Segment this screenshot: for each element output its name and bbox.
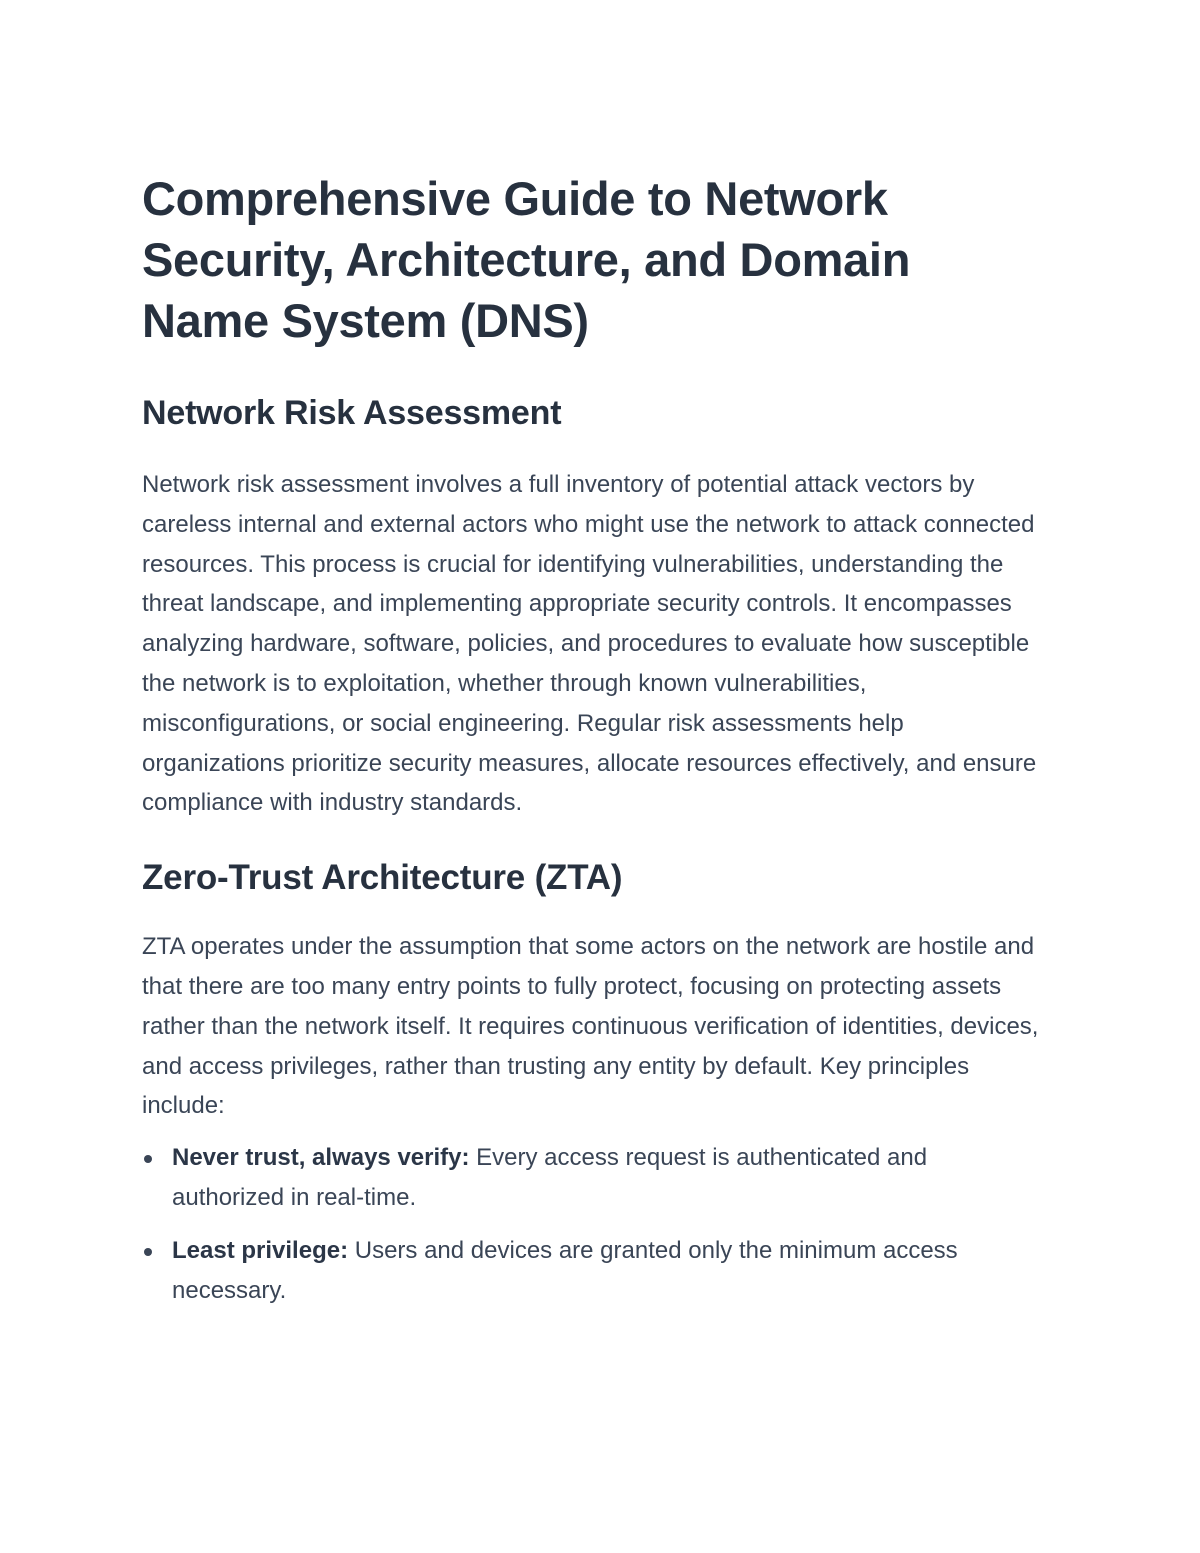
document-title: Comprehensive Guide to Network Security, Architecture, and Domain Name System (DNS): [142, 172, 911, 347]
list-item: [142, 1138, 1042, 1218]
bullet-icon: [144, 1155, 152, 1163]
zta-principles-list: [142, 1138, 1042, 1311]
bullet-icon: [144, 1248, 152, 1256]
principle-text: Every access request is authenticated and authorized in real-time.: [172, 1144, 928, 1212]
section-paragraph-network-risk-assessment: Network risk assessment involves a full inventory of potential attack vectors by careless internal and external actors who might use the network to attack connected resources. This process is crucial for identifying vulnerabilities, understanding the threat landscape, and implementing appropriate security controls. It encompasses analyzing hardware, software, policies, and procedures to evaluate how susceptible the network is to exploitation, whether through known vulnerabilities, misconfigurations, or social engineering. Regular risk assessments help organizations prioritize security measures, allocate resources effectively, and ensure compliance with industry standards.: [142, 471, 1037, 817]
principle-term: Never trust, always verify:: [172, 1144, 477, 1172]
section-paragraph-zero-trust-architecture: ZTA operates under the assumption that some actors on the network are hostile and that there are too many entry points to fully protect, focusing on protecting assets rather than the network itself. It requires continuous verification of identities, devices, and access privileges, rather than trusting any entity by default. Key principles include:: [142, 933, 1039, 1120]
principle-term: Least privilege:: [172, 1237, 355, 1265]
document-page: [142, 168, 1042, 1324]
section-heading-zero-trust-architecture: Zero-Trust Architecture (ZTA): [142, 858, 623, 898]
principle-text: Users and devices are granted only the minimum access necessary.: [172, 1237, 958, 1305]
section-heading-network-risk-assessment: Network Risk Assessment: [142, 394, 562, 432]
list-item: [142, 1231, 1042, 1311]
